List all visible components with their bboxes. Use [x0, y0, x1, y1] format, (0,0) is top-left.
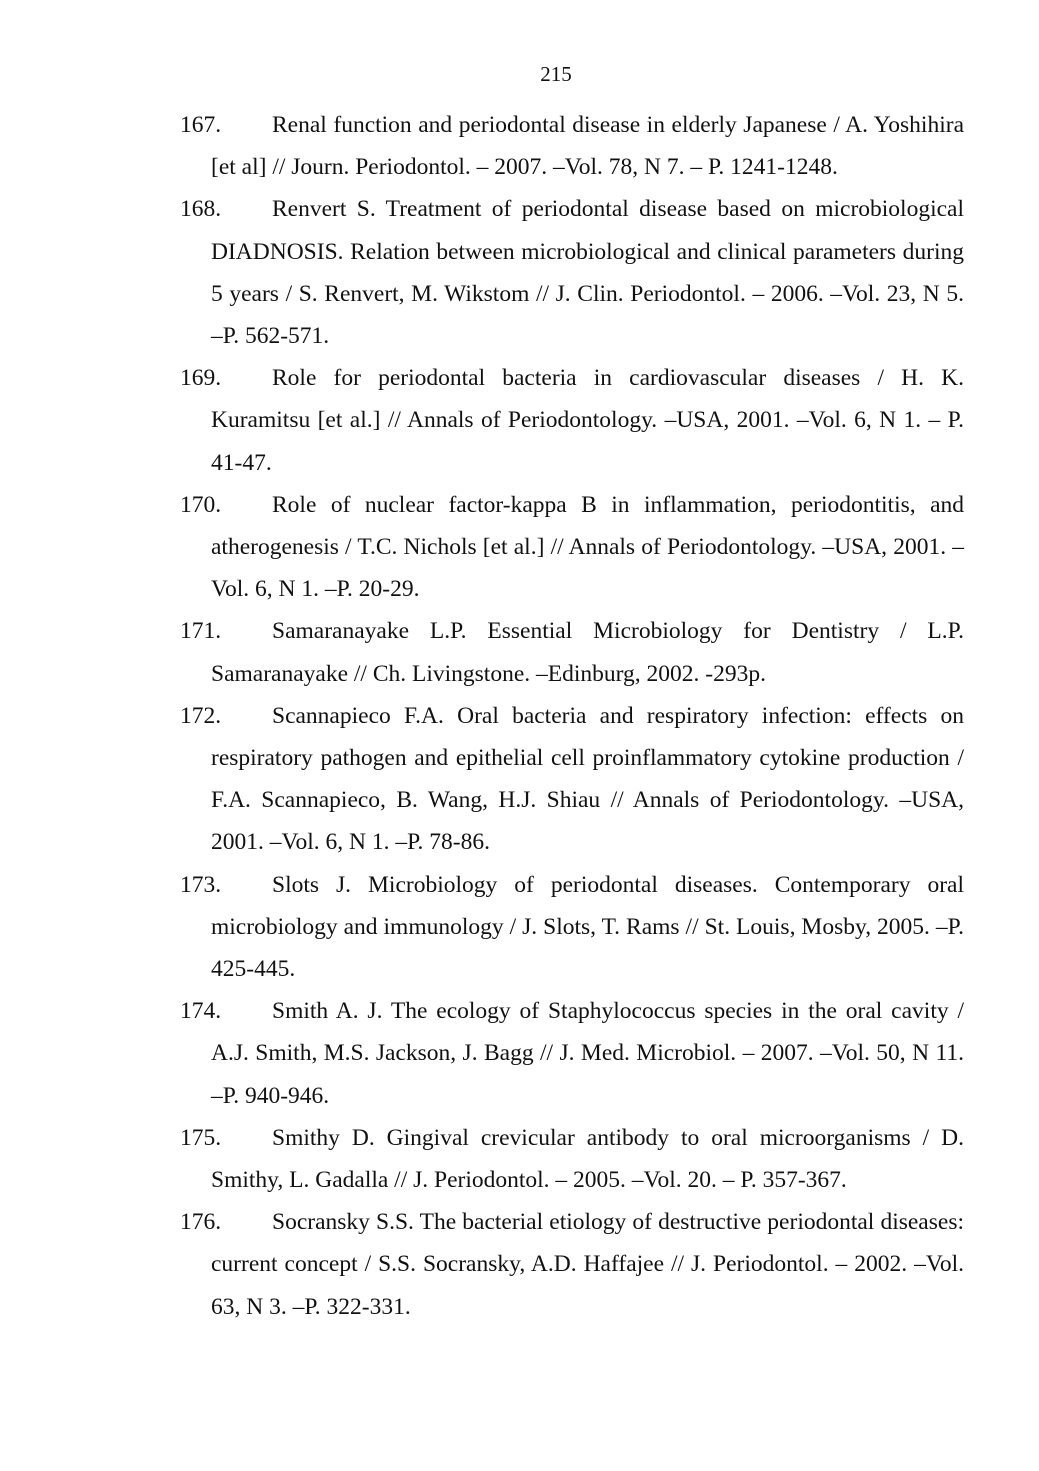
reference-list	[180, 104, 964, 1328]
reference-item-173	[180, 864, 964, 991]
reference-item-172	[180, 695, 964, 864]
reference-number: 173.	[180, 871, 222, 898]
reference-text: Renal function and periodontal disease in elderly Japanese / A. Yoshihira [et al] // Journ. Periodontol. – 2007. –Vol. 78, N 7. – P. 1241-1248.	[211, 112, 964, 181]
page-number: 215	[540, 62, 572, 86]
reference-text: Smith A. J. The ecology of Staphylococcus species in the oral cavity / A.J. Smith, M.S. Jackson, J. Bagg // J. Med. Microbiol. – 2007. –Vol. 50, N 11. –P. 940-946.	[211, 998, 964, 1109]
reference-item-175	[180, 1117, 964, 1201]
reference-item-170	[180, 484, 964, 611]
reference-text: Renvert S. Treatment of periodontal disease based on microbiological DIADNOSIS. Relation between microbiological and clinical parameters during 5 years / S. Renvert, M. Wikstom // J. Clin. Periodontol. – 2006. –Vol. 23, N 5. –P. 562-571.	[211, 196, 964, 350]
reference-number: 172.	[180, 702, 222, 729]
reference-text: Smithy D. Gingival crevicular antibody to oral microorganisms / D. Smithy, L. Gadalla // J. Periodontol. – 2005. –Vol. 20. – P. 357-367.	[211, 1124, 964, 1194]
reference-text: Scannapieco F.A. Oral bacteria and respiratory infection: effects on respiratory pathogen and epithelial cell proinflammatory cytokine production / F.A. Scannapieco, B. Wang, H.J. Shiau // Annals of Periodontology. –USA, 2001. –Vol. 6, N 1. –P. 78-86.	[211, 702, 964, 856]
reference-item-168	[180, 188, 964, 357]
reference-number: 175.	[180, 1124, 222, 1151]
reference-text: Role for periodontal bacteria in cardiovascular diseases / H. K. Kuramitsu [et al.] // Annals of Periodontology. –USA, 2001. –Vol. 6, N 1. – P. 41-47.	[211, 365, 964, 476]
reference-number: 171.	[180, 618, 222, 645]
reference-item-171	[180, 610, 964, 694]
reference-number: 174.	[180, 998, 222, 1025]
reference-text: Samaranayake L.P. Essential Microbiology for Dentistry / L.P. Samaranayake // Ch. Livingstone. –Edinburg, 2002. -293p.	[211, 618, 964, 687]
reference-item-167	[180, 104, 964, 188]
reference-number: 167.	[180, 112, 222, 138]
reference-text: Slots J. Microbiology of periodontal diseases. Contemporary oral microbiology and immunology / J. Slots, T. Rams // St. Louis, Mosby, 2005. –P. 425-445.	[211, 871, 964, 983]
reference-item-174	[180, 990, 964, 1117]
reference-number: 168.	[180, 196, 222, 223]
reference-number: 170.	[180, 491, 222, 518]
reference-number: 169.	[180, 365, 222, 392]
reference-text: Role of nuclear factor-kappa B in inflammation, periodontitis, and atherogenesis / T.C. Nichols [et al.] // Annals of Periodontology. –USA, 2001. –Vol. 6, N 1. –P. 20-29.	[211, 491, 964, 603]
reference-item-176	[180, 1201, 964, 1328]
reference-item-169	[180, 357, 964, 484]
reference-number: 176.	[180, 1209, 222, 1236]
reference-text: Socransky S.S. The bacterial etiology of destructive periodontal diseases: current concept / S.S. Socransky, A.D. Haffajee // J. Periodontol. – 2002. –Vol. 63, N 3. –P. 322-331.	[211, 1209, 964, 1320]
